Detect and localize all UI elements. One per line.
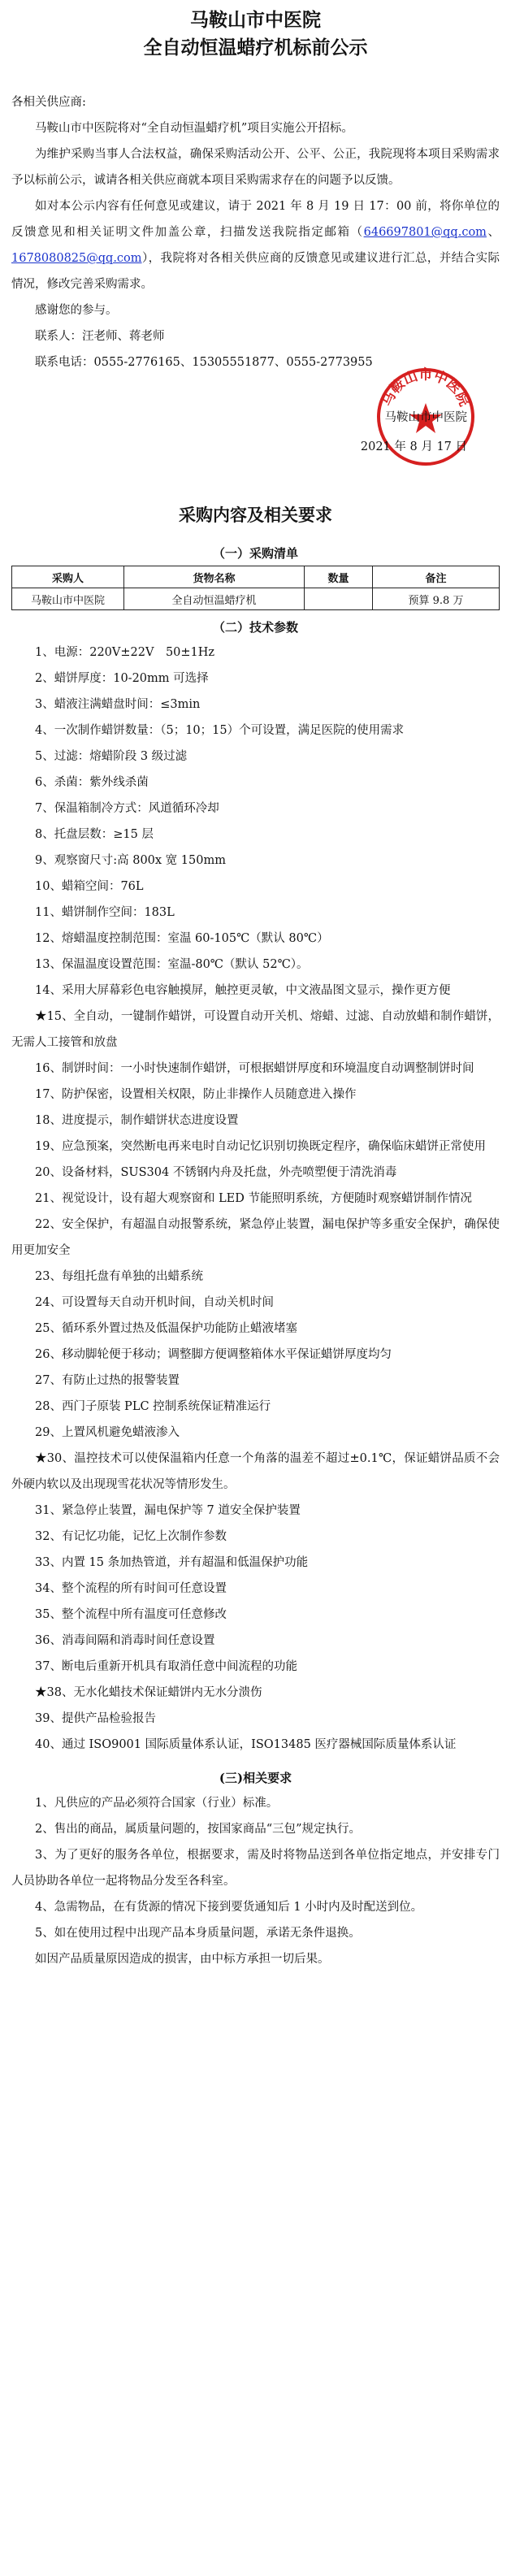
notice-paragraph-4: 感谢您的参与。 bbox=[35, 304, 118, 317]
section-procurement-list-title: （一）采购清单 bbox=[212, 546, 298, 561]
list-item: 10、蜡箱空间：76L bbox=[35, 880, 144, 893]
list-item: 26、移动脚轮便于移动；调整脚方便调整箱体水平保证蜡饼厚度均匀 bbox=[35, 1348, 392, 1361]
list-item: 18、进度提示，制作蜡饼状态进度设置 bbox=[35, 1114, 239, 1127]
list-item: 13、保温温度设置范围：室温-80℃（默认 52℃）。 bbox=[35, 958, 309, 971]
list-item: 40、通过 ISO9001 国际质量体系认证，ISO13485 医疗器械国际质量体系认证 bbox=[35, 1738, 457, 1751]
email-link-1[interactable]: 646697801@qq.com bbox=[363, 226, 487, 239]
list-item: 7、保温箱制冷方式：风道循环冷却 bbox=[35, 802, 219, 815]
procurement-table bbox=[11, 566, 500, 610]
list-item: 21、视觉设计，设有超大观察窗和 LED 节能照明系统，方便随时观察蜡饼制作情况 bbox=[35, 1192, 473, 1205]
table-cell bbox=[305, 588, 373, 610]
notice-paragraph-1: 马鞍山市中医院将对“全自动恒温蜡疗机”项目实施公开招标。 bbox=[35, 122, 353, 135]
list-item: 20、设备材料，SUS304 不锈钢内舟及托盘，外壳喷塑便于清洗消毒 bbox=[35, 1166, 397, 1179]
signature-block bbox=[11, 366, 500, 473]
list-item: 如因产品质量原因造成的损害，由中标方承担一切后果。 bbox=[35, 1953, 330, 1966]
table-cell: 马鞍山市中医院 bbox=[12, 588, 124, 610]
list-item: 3、蜡液注满蜡盘时间：≤3min bbox=[35, 698, 201, 711]
table-header-cell: 数量 bbox=[305, 566, 373, 588]
list-item: 16、制饼时间：一小时快速制作蜡饼，可根据蜡饼厚度和环境温度自动调整制饼时间 bbox=[35, 1062, 474, 1075]
notice-paragraph-3 bbox=[11, 193, 500, 297]
list-item: 3、为了更好的服务各单位，根据要求，需及时将物品送到各单位指定地点，并安排专门人员协助各单位一起将物品分发至各科室。 bbox=[11, 1849, 500, 1888]
list-item: 2、蜡饼厚度：10-20mm 可选择 bbox=[35, 672, 209, 685]
list-item: 22、安全保护，有超温自动报警系统，紧急停止装置，漏电保护等多重安全保护，确保使用更加安全 bbox=[11, 1218, 500, 1257]
requirements-title: 采购内容及相关要求 bbox=[179, 505, 332, 525]
contact-person: 联系人：汪老师、蒋老师 bbox=[35, 330, 165, 343]
list-item: 6、杀菌：紫外线杀菌 bbox=[35, 776, 149, 789]
list-item: 35、整个流程中所有温度可任意修改 bbox=[35, 1608, 227, 1621]
list-item: ★15、全自动，一键制作蜡饼，可设置自动开关机、熔蜡、过滤、自动放蜡和制作蜡饼，无需人工接管和放盘 bbox=[11, 1010, 500, 1049]
signature-date: 2021 年 8 月 17 日 bbox=[360, 440, 467, 453]
list-item: 34、整个流程的所有时间可任意设置 bbox=[35, 1582, 227, 1595]
requirements-list bbox=[11, 1790, 500, 1972]
list-item: ★30、温控技术可以使保温箱内任意一个角落的温差不超过±0.1℃，保证蜡饼品质不会外硬内软以及出现现雪花状况等情形发生。 bbox=[11, 1452, 500, 1491]
list-item: 32、有记忆功能，记忆上次制作参数 bbox=[35, 1530, 227, 1543]
section-tech-params-title: （二）技术参数 bbox=[212, 620, 298, 635]
list-item: 11、蜡饼制作空间：183L bbox=[35, 906, 175, 919]
table-header-row bbox=[12, 566, 500, 588]
list-item: 37、断电后重新开机具有取消任意中间流程的功能 bbox=[35, 1660, 297, 1673]
paragraph-3-start: 如对本公示内容有任何意见或建议，请于 2021 年 8 月 19 日 17：00 前，将你单位的反馈意见和相关证明文件加盖公章，扫描发送我院指定邮箱（ bbox=[11, 200, 500, 239]
list-item: 28、西门子原装 PLC 控制系统保证精准运行 bbox=[35, 1400, 271, 1413]
table-header-cell: 货物名称 bbox=[124, 566, 305, 588]
list-item: 5、如在使用过程中出现产品本身质量问题，承诺无条件退换。 bbox=[35, 1927, 361, 1940]
list-item: 24、可设置每天自动开机时间，自动关机时间 bbox=[35, 1296, 274, 1309]
contact-phone: 联系电话：0555-2776165、15305551877、0555-2773955 bbox=[35, 356, 373, 369]
email-link-2[interactable]: 1678080825@qq.com bbox=[11, 252, 142, 265]
list-item: 5、过滤：熔蜡阶段 3 级过滤 bbox=[35, 750, 188, 763]
notice-paragraph-2: 为维护采购当事人合法权益，确保采购活动公开、公平、公正，我院现将本项目采购需求予以标前公示，诚请各相关供应商就本项目采购需求存在的问题予以反馈。 bbox=[11, 148, 500, 187]
list-item: 31、紧急停止装置，漏电保护等 7 道安全保护装置 bbox=[35, 1504, 301, 1517]
table-cell: 全自动恒温蜡疗机 bbox=[124, 588, 305, 610]
list-item: 1、凡供应的产品必须符合国家（行业）标准。 bbox=[35, 1797, 279, 1810]
paragraph-3-end: ），我院将对各相关供应商的反馈意见或建议进行汇总，并结合实际情况，修改完善采购需求。 bbox=[11, 252, 500, 291]
document-title: 全自动恒温蜡疗机标前公示 bbox=[143, 37, 368, 59]
list-item: 9、观察窗尺寸:高 800x 宽 150mm bbox=[35, 854, 226, 867]
table-header-cell: 备注 bbox=[373, 566, 500, 588]
list-item: 14、采用大屏幕彩色电容触摸屏，触控更灵敏，中文液晶图文显示，操作更方便 bbox=[35, 984, 451, 997]
table-cell: 预算 9.8 万 bbox=[373, 588, 500, 610]
list-item: ★38、无水化蜡技术保证蜡饼内无水分溃伤 bbox=[35, 1686, 262, 1699]
list-item: 19、应急预案，突然断电再来电时自动记忆识别切换既定程序，确保临床蜡饼正常使用 bbox=[35, 1140, 486, 1153]
paragraph-3-separator: 、 bbox=[486, 226, 500, 239]
table-header-cell: 采购人 bbox=[12, 566, 124, 588]
list-item: 27、有防止过热的报警装置 bbox=[35, 1374, 180, 1387]
list-item: 12、熔蜡温度控制范围：室温 60-105℃（默认 80℃） bbox=[35, 932, 329, 945]
list-item: 2、售出的商品，属质量问题的，按国家商品“三包”规定执行。 bbox=[35, 1823, 362, 1836]
list-item: 33、内置 15 条加热管道，并有超温和低温保护功能 bbox=[35, 1556, 309, 1569]
table-row bbox=[12, 588, 500, 610]
list-item: 4、一次制作蜡饼数量：（5；10；15）个可设置，满足医院的使用需求 bbox=[35, 724, 405, 737]
list-item: 36、消毒间隔和消毒时间任意设置 bbox=[35, 1634, 215, 1647]
list-item: 8、托盘层数：≥15 层 bbox=[35, 828, 154, 841]
list-item: 4、急需物品，在有货源的情况下接到要货通知后 1 小时内及时配送到位。 bbox=[35, 1901, 423, 1914]
tech-params-list bbox=[11, 640, 500, 1758]
list-item: 17、防护保密，设置相关权限，防止非操作人员随意进入操作 bbox=[35, 1088, 357, 1101]
signature-organization: 马鞍山市中医院 bbox=[384, 411, 467, 424]
svg-text:马鞍山市中医院: 马鞍山市中医院 bbox=[379, 366, 473, 409]
list-item: 39、提供产品检验报告 bbox=[35, 1712, 156, 1725]
list-item: 1、电源：220V±22V 50±1Hz bbox=[35, 646, 215, 659]
list-item: 29、上置风机避免蜡液渗入 bbox=[35, 1426, 180, 1439]
section-requirements-title: (三)相关要求 bbox=[219, 1771, 292, 1785]
document-title-org: 马鞍山市中医院 bbox=[190, 9, 321, 31]
list-item: 25、循环系外置过热及低温保护功能防止蜡液堵塞 bbox=[35, 1322, 297, 1335]
list-item: 23、每组托盘有单独的出蜡系统 bbox=[35, 1270, 203, 1283]
greeting: 各相关供应商: bbox=[11, 96, 86, 109]
